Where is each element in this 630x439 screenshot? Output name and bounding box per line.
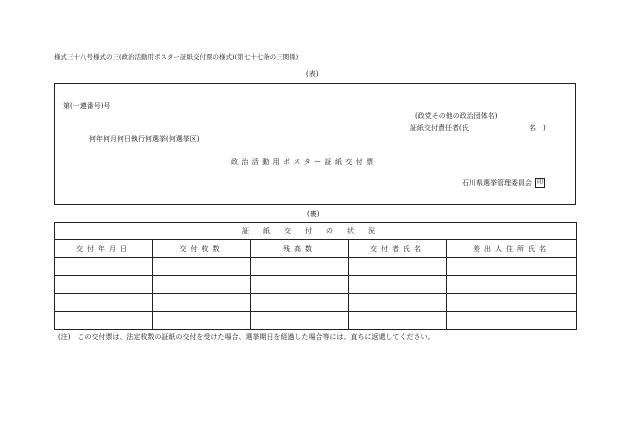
table-cell bbox=[153, 294, 251, 312]
form-heading: 様式三十八号様式の三(政治活動用ポスター証紙交付票の様式)(第七十七条の三関係) bbox=[54, 53, 299, 61]
table-cell bbox=[447, 312, 577, 330]
table-cell bbox=[55, 276, 153, 294]
front-side-frame bbox=[54, 83, 576, 205]
committee-name: 石川県選挙管理委員会 bbox=[462, 179, 532, 187]
back-label: (裏) bbox=[307, 210, 320, 218]
table-cell bbox=[447, 258, 577, 276]
table-cell bbox=[349, 312, 447, 330]
table-cell bbox=[251, 258, 349, 276]
table-cell bbox=[251, 276, 349, 294]
table-cell bbox=[349, 276, 447, 294]
table-cell bbox=[447, 276, 577, 294]
table-row bbox=[55, 258, 577, 276]
table-cell bbox=[153, 312, 251, 330]
header-sender: 差出人住所氏名 bbox=[447, 240, 577, 258]
footnote: (注) この交付票は、法定枚数の証紙の交付を受けた場合、選挙期日を経過した場合等には、直ちに返還してください。 bbox=[58, 333, 435, 341]
header-balance: 残高数 bbox=[251, 240, 349, 258]
table-cell bbox=[153, 276, 251, 294]
table-row bbox=[55, 276, 577, 294]
election-date: 何年何月何日執行何選挙(何選挙区) bbox=[89, 135, 200, 143]
table-cell bbox=[153, 258, 251, 276]
table-cell bbox=[349, 294, 447, 312]
record-table-title: 証紙交付の状況 bbox=[55, 223, 577, 240]
responsible-person: 証紙交付責任者(氏 bbox=[410, 124, 469, 132]
table-cell bbox=[349, 258, 447, 276]
party-name: (政党その他の政治団体名) bbox=[415, 112, 498, 120]
serial-number: 第(一連番号)号 bbox=[63, 102, 111, 110]
table-cell bbox=[55, 312, 153, 330]
table-cell bbox=[55, 294, 153, 312]
front-label: (表) bbox=[306, 70, 319, 78]
header-count: 交付枚数 bbox=[153, 240, 251, 258]
header-date: 交付年月日 bbox=[55, 240, 153, 258]
table-cell bbox=[447, 294, 577, 312]
slip-title: 政治活動用ポスター証紙交付票 bbox=[231, 158, 377, 166]
committee-line bbox=[462, 178, 545, 188]
table-cell bbox=[55, 258, 153, 276]
header-issuer: 交付者氏名 bbox=[349, 240, 447, 258]
seal-mark: 印 bbox=[536, 179, 543, 186]
responsible-person-end: 名 ) bbox=[529, 124, 546, 132]
record-table bbox=[54, 222, 577, 330]
table-row bbox=[55, 294, 577, 312]
table-cell bbox=[251, 312, 349, 330]
table-row bbox=[55, 312, 577, 330]
table-cell bbox=[251, 294, 349, 312]
